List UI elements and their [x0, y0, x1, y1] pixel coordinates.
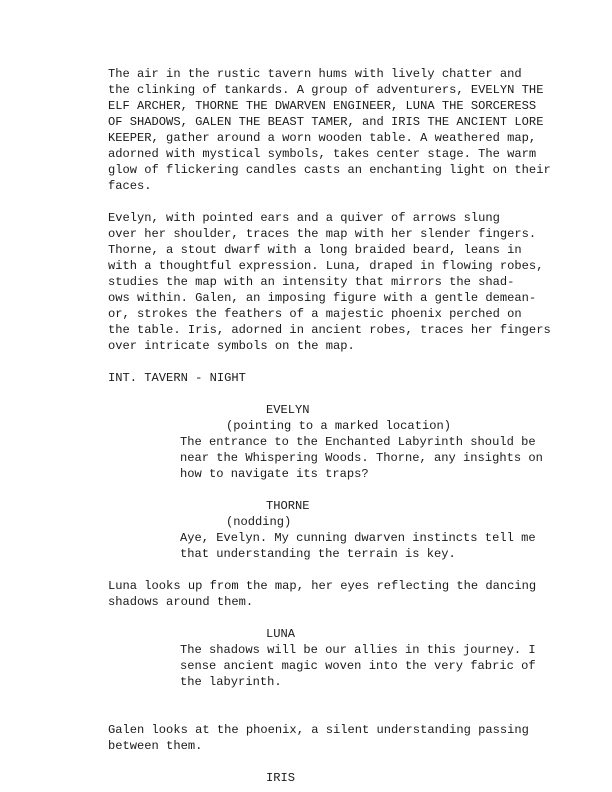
dialogue-line: how to navigate its traps?: [180, 467, 369, 481]
action-line: between them.: [108, 739, 203, 753]
action-line: with a thoughtful expression. Luna, draped in flowing robes,: [108, 259, 544, 273]
action-line: Galen looks at the phoenix, a silent understanding passing: [108, 723, 529, 737]
dialogue-line: The entrance to the Enchanted Labyrinth should be: [180, 435, 536, 449]
dialogue-line: sense ancient magic woven into the very fabric of: [180, 659, 536, 673]
action-line: studies the map with an intensity that mirrors the shad-: [108, 275, 515, 289]
dialogue-line: The shadows will be our allies in this journey. I: [180, 643, 536, 657]
action-line: KEEPER, gather around a worn wooden table. A weathered map,: [108, 131, 537, 145]
action-line: adorned with mystical symbols, takes center stage. The warm: [108, 147, 537, 161]
action-line: over intricate symbols on the map.: [108, 339, 355, 353]
action-line: glow of flickering candles casts an enchanting light on their: [108, 163, 551, 177]
character-name-luna: LUNA: [266, 627, 296, 641]
dialogue-line: the labyrinth.: [180, 675, 282, 689]
action-line: over her shoulder, traces the map with her slender fingers.: [108, 227, 537, 241]
character-name-thorne: THORNE: [266, 499, 310, 513]
action-line: the clinking of tankards. A group of adventurers, EVELYN THE: [108, 83, 544, 97]
dialogue-line: that understanding the terrain is key.: [180, 547, 456, 561]
parenthetical: (nodding): [226, 515, 292, 529]
character-name-evelyn: EVELYN: [266, 403, 310, 417]
action-line: shadows around them.: [108, 595, 254, 609]
action-line: or, strokes the feathers of a majestic phoenix perched on: [108, 307, 522, 321]
action-line: Thorne, a stout dwarf with a long braided beard, leans in: [108, 243, 522, 257]
dialogue-line: Aye, Evelyn. My cunning dwarven instincts tell me: [180, 531, 536, 545]
action-line: ows within. Galen, an imposing figure with a gentle demean-: [108, 291, 537, 305]
action-line: the table. Iris, adorned in ancient robes, traces her fingers: [108, 323, 551, 337]
parenthetical: (pointing to a marked location): [226, 419, 451, 433]
action-line: OF SHADOWS, GALEN THE BEAST TAMER, and IRIS THE ANCIENT LORE: [108, 115, 544, 129]
action-line: Evelyn, with pointed ears and a quiver of arrows slung: [108, 211, 500, 225]
action-line: Luna looks up from the map, her eyes reflecting the dancing: [108, 579, 537, 593]
scene-heading: INT. TAVERN - NIGHT: [108, 371, 246, 385]
action-line: faces.: [108, 179, 152, 193]
dialogue-line: near the Whispering Woods. Thorne, any insights on: [180, 451, 543, 465]
action-line: ELF ARCHER, THORNE THE DWARVEN ENGINEER, LUNA THE SORCERESS: [108, 99, 537, 113]
character-name-iris: IRIS: [266, 771, 296, 785]
action-line: The air in the rustic tavern hums with lively chatter and: [108, 67, 522, 81]
